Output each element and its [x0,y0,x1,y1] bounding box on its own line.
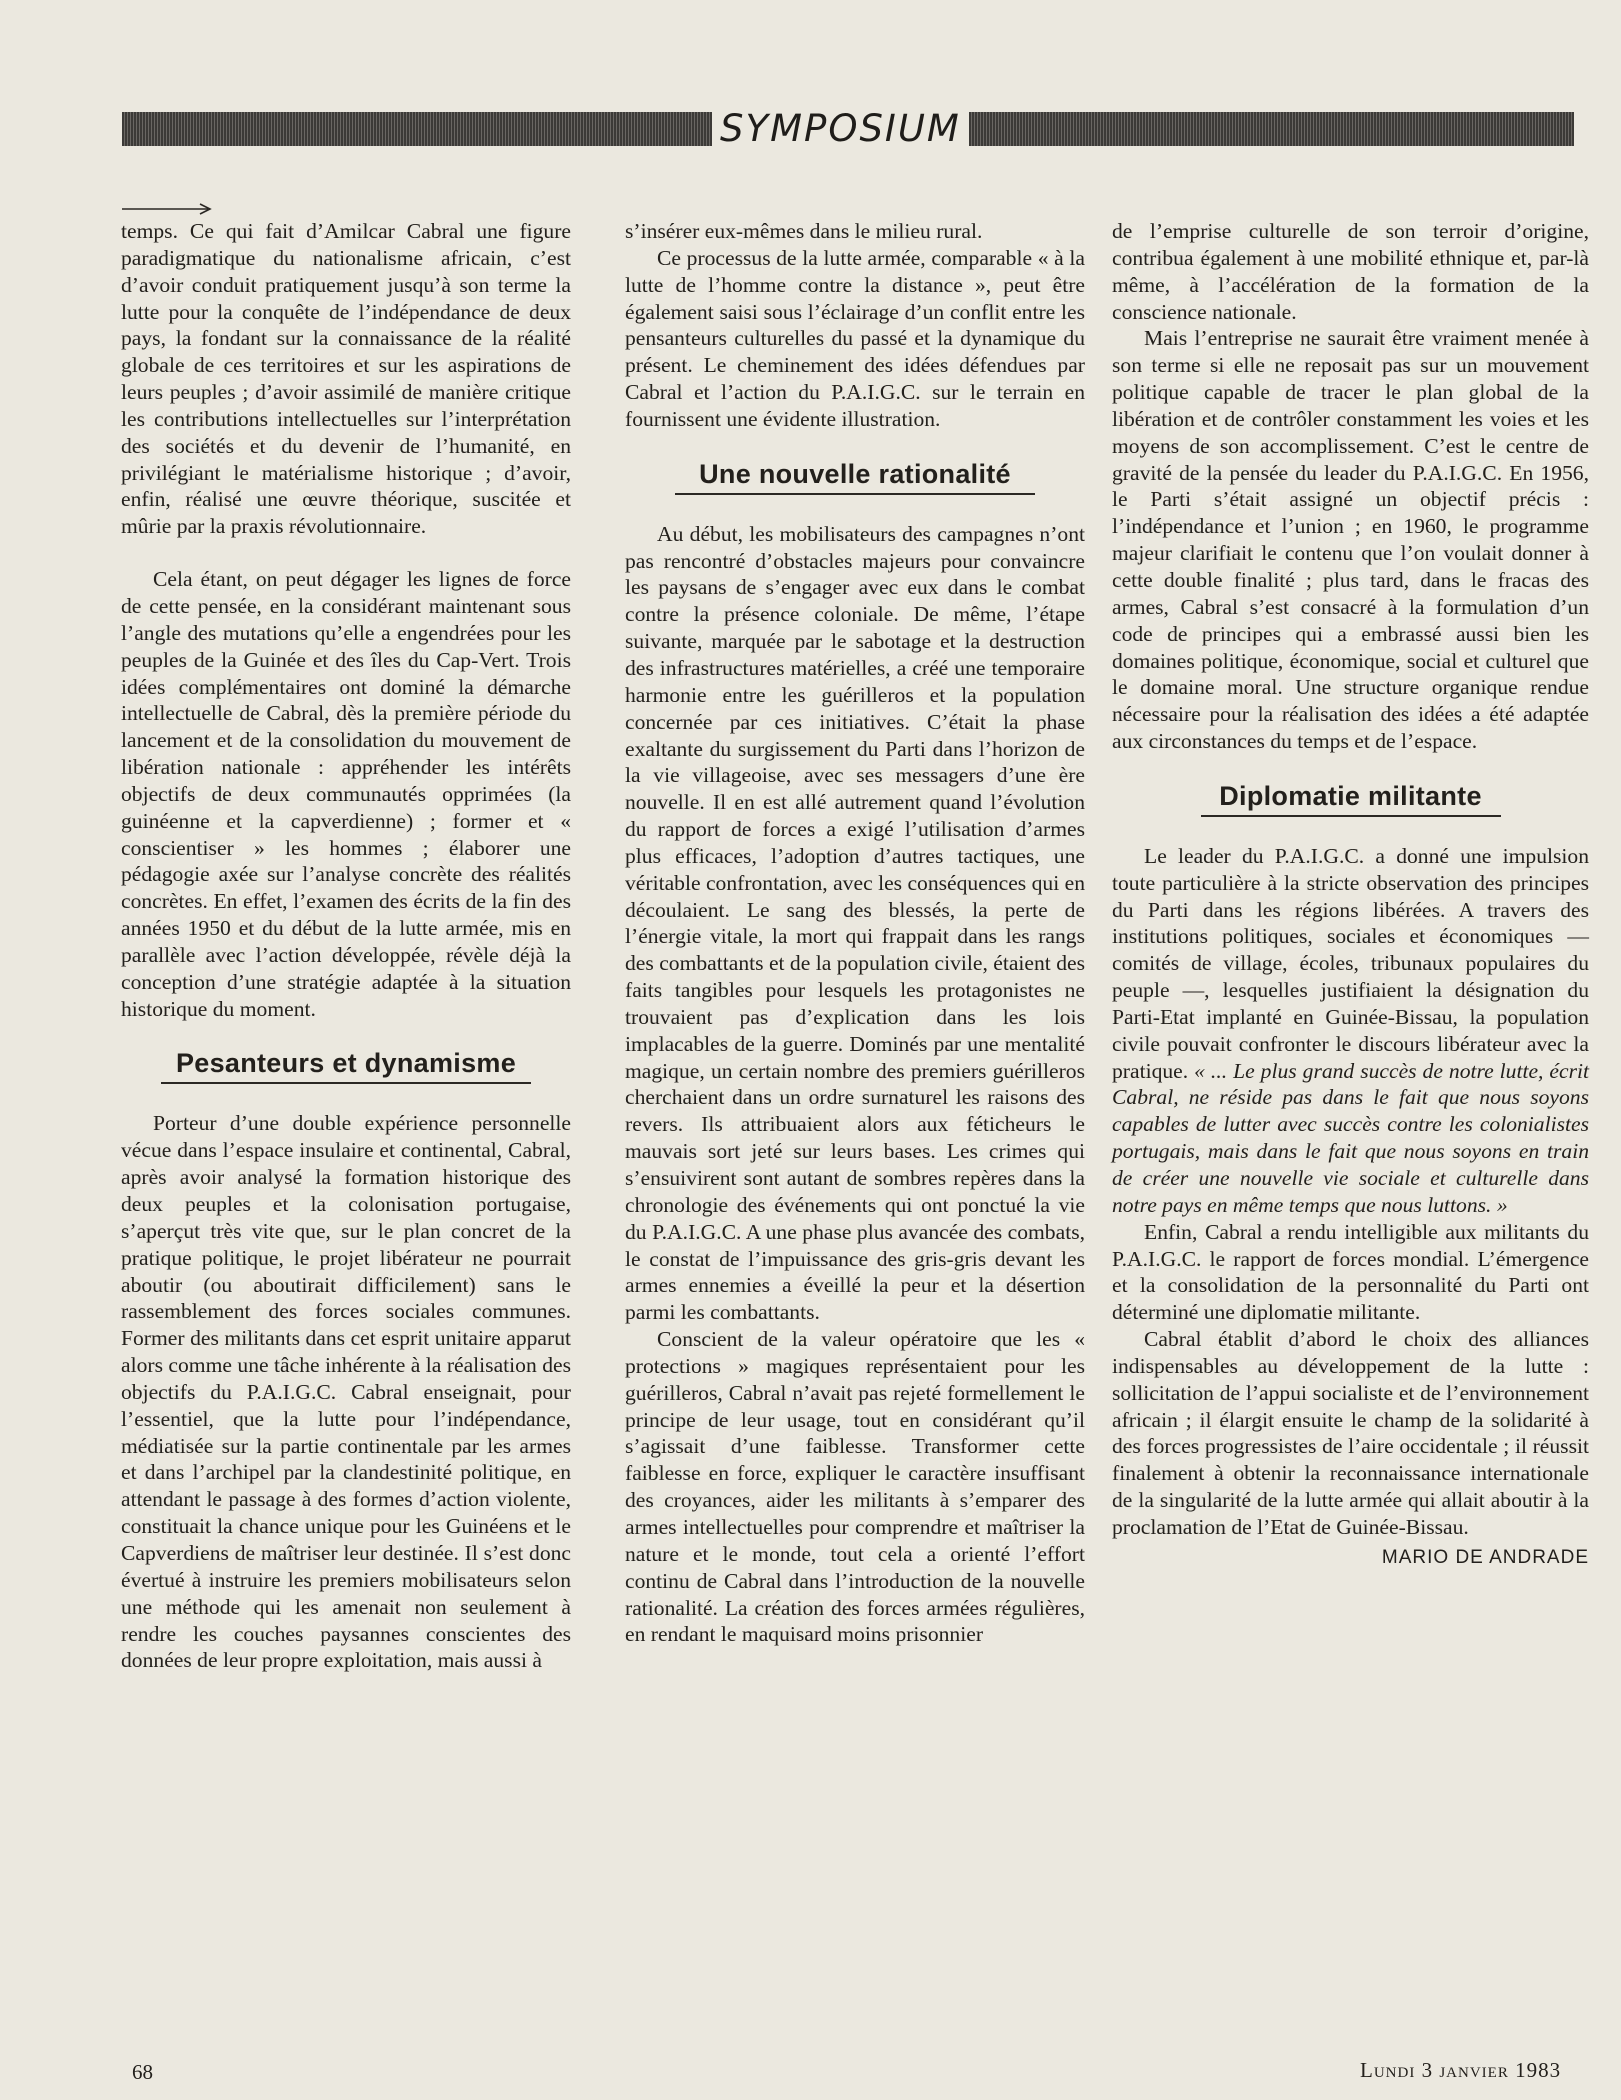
subheading-rule [1201,815,1501,817]
column-2 [625,218,1085,1648]
subheading: Diplomatie militante [1219,780,1482,811]
continuation-arrow-icon [122,202,216,216]
paragraph: Conscient de la valeur opératoire que les « protections » magiques représentaient pour les guérilleros, Cabral n’avait pas rejeté formellement le principe de leur usage, tout en considérant qu’il s’agissait d’une faiblesse. Transformer cette faiblesse en force, expliquer le caractère insuffisant des croyances, aider les militants à s’emparer des armes intellectuelles pour comprendre et maîtriser la nature et le monde, tout cela a orienté l’effort continu de Cabral dans l’introduction de la nouvelle rationalité. La création des forces armées régulières, en rendant le maquisard moins prisonnier [625,1327,1085,1647]
cabral-quote: « ... Le plus grand succès de notre lutte, écrit Cabral, ne réside pas dans le fait que nous soyons capables de lutter avec succès contre les colonialistes portugais, mais dans le fait que nous soyons en train de créer une nouvelle vie sociale et culturelle dans notre pays en même temps que nous luttons. » [1112,1058,1589,1217]
banner-bar-right [969,112,1574,146]
paragraph: Enfin, Cabral a rendu intelligible aux militants du P.A.I.G.C. le rapport de forces mondial. L’émergence et la consolidation de la personnalité du Parti ont déterminé une diplomatie militante. [1112,1219,1589,1325]
paragraph: s’insérer eux-mêmes dans le milieu rural. [625,219,983,243]
issue-date: Lundi 3 janvier 1983 [1360,2058,1562,2082]
paragraph: Au début, les mobilisateurs des campagnes n’ont pas rencontré d’obstacles majeurs pour convaincre les paysans de s’engager avec eux dans le combat contre la présence coloniale. De même, l’étape suivante, marquée par le sabotage et la destruction des infrastructures matérielles, a créé une temporaire harmonie entre les guérilleros et la population concernée par ces initiatives. C’était la phase exaltante du surgissement du Parti dans l’horizon de la vie villageoise, avec ses messagers d’une ère nouvelle. Il en est allé autrement quand l’évolution du rapport de forces a exigé l’utilisation d’armes plus efficaces, l’adoption d’autres tactiques, une véritable confrontation, avec les conséquences qui en découlaient. Le sang des blessés, la perte de l’énergie vitale, la mort qui frappait dans les rangs des combattants et de la population civile, étaient des faits tangibles pour lesquels les protagonistes ne trouvaient pas d’explication dans les lois implacables de la guerre. Dominés par une mentalité magique, un certain nombre des premiers guérilleros cherchaient dans un ordre surnaturel les raisons des revers. Ils attribuaient alors aux féticheurs le mauvais sort jeté sur leurs bases. Les crimes qui s’ensuivirent sont autant de sombres repères dans la chronologie des événements qui ont ponctué la vie du P.A.I.G.C. A une phase plus avancée des combats, le constat de l’impuissance des gris-gris devant les armes ennemies a éveillé la peur et la désertion parmi les combattants. [625,521,1085,1325]
paragraph: Ce processus de la lutte armée, comparable « à la lutte de l’homme contre la distance », peut être également saisi sous l’éclairage d’un conflit entre les pensanteurs culturelles du passé et la dynamique du présent. Le cheminement des idées défendues par Cabral et l’action du P.A.I.G.C. sur le terrain en fournissent une évidente illustration. [625,245,1085,431]
subheading-rule [161,1082,531,1084]
paragraph: Cela étant, on peut dégager les lignes de force de cette pensée, en la considérant maintenant sous l’angle des mutations qu’elle a engendrées pour les peuples de la Guinée et des îles du Cap-Vert. Trois idées complémentaires ont dominé la démarche intellectuelle de Cabral, dès la première période du lancement et de la consolidation du mouvement de libération nationale : appréhender les intérêts objectifs de deux communautés opprimées (la guinéenne et la capverdienne) ; former et « conscientiser » les hommes ; élaborer une pédagogie axée sur l’analyse concrète des réalités concrètes. En effet, l’examen des écrits de la fin des années 1950 et du début de la lutte armée, mis en parallèle avec l’action développée, révèle déjà la conception d’une stratégie adaptée à la situation historique du moment. [121,567,571,1021]
column-1 [121,218,571,1674]
paragraph: Cabral établit d’abord le choix des alliances indispensables au développement de la lutte : sollicitation de l’appui socialiste et de l’environnement africain ; il élargit ensuite le champ de la solidarité à des forces progressistes de l’aire occidentale ; il réussit finalement à obtenir la reconnaissance internationale de la singularité de la lutte armée qui allait aboutir à la proclamation de l’Etat de Guinée-Bissau. [1112,1327,1589,1539]
subheading: Une nouvelle rationalité [699,458,1011,489]
subheading-rule [675,493,1035,495]
banner-bar-left [122,112,712,146]
subheading-block [625,457,1085,495]
section-banner [122,108,1574,150]
page-number: 68 [132,2060,153,2084]
author-signature: MARIO DE ANDRADE [1381,1546,1589,1568]
paragraph: Mais l’entreprise ne saurait être vraiment menée à son terme si elle ne reposait pas sur un mouvement politique capable de tracer le plan global de la libération et de contrôler constamment les voies et les moyens de son accomplissement. C’est le centre de gravité de la pensée du leader du P.A.I.G.C. En 1956, le Parti s’était assigné un objectif précis : l’indépendance et l’union ; en 1960, le programme majeur clarifiait le contenu que l’on voulait donner à cette double finalité ; plus tard, dans le fracas des armes, Cabral s’est consacré à la formulation d’un code de principes qui a embrassé aussi bien les domaines politique, économique, social et culturel que le domaine moral. Une structure organique rendue nécessaire pour la réalisation des idées a été adaptée aux circonstances du temps et de l’espace. [1112,326,1589,754]
subheading-block [1112,779,1589,817]
subheading: Pesanteurs et dynamisme [175,1048,517,1079]
subheading-block [121,1046,571,1084]
column-3 [1112,218,1589,1572]
paragraph [1112,843,1589,1219]
paragraph: Porteur d’une double expérience personnelle vécue dans l’espace insulaire et continental, Cabral, après avoir analysé la formation historique des deux peuples et la colonisation portugaise, s’aperçut très vite que, sur le plan concret de la pratique politique, le projet libérateur ne pourrait aboutir (ou aboutirait difficilement) sans le rassemblement des forces sociales communes. Former des militants dans cet esprit unitaire apparut alors comme une tâche inhérente à la réalisation des objectifs du P.A.I.G.C. Cabral enseignait, pour l’essentiel, que la lutte pour l’indépendance, médiatisée sur la partie continentale par les armes et dans l’archipel par la clandestinité politique, en attendant le passage à des formes d’action violente, constituait la chance unique pour les Guinéens et le Capverdiens de maîtriser leur destinée. Il s’est donc évertué à instruire les premiers mobilisateurs selon une méthode qui les amenait non seulement à rendre les couches paysannes conscientes des données de leur propre exploitation, mais aussi à [121,1111,571,1673]
section-title: SYMPOSIUM [720,107,961,150]
paragraph: temps. Ce qui fait d’Amilcar Cabral une figure paradigmatique du nationalisme africain, c’est d’avoir conduit pratiquement jusqu’à son terme la lutte pour la conquête de l’indépendance de deux pays, la fondant sur la connaissance de la réalité globale de ces territoires et sur les aspirations de leurs peuples ; d’avoir assimilé de manière critique les contributions intellectuelles sur l’interprétation des sociétés et du devenir de l’humanité, en privilégiant le matérialisme historique ; d’avoir, enfin, réalisé une œuvre théorique, suscitée et mûrie par la praxis révolutionnaire. [121,219,571,539]
paragraph-text: Le leader du P.A.I.G.C. a donné une impulsion toute particulière à la stricte observation des principes du Parti dans les régions libérées. A travers des institutions politiques, sociales et économiques — comités de village, écoles, tribunaux populaires du peuple —, lesquelles justifiaient la désignation du Parti-Etat implanté en Guinée-Bissau, la population civile pouvait confronter le discours libérateur avec la pratique. [1112,843,1589,1083]
paragraph: de l’emprise culturelle de son terroir d’origine, contribua également à une mobilité ethnique et, par-là même, à l’accélération de la formation de la conscience nationale. [1112,219,1589,324]
